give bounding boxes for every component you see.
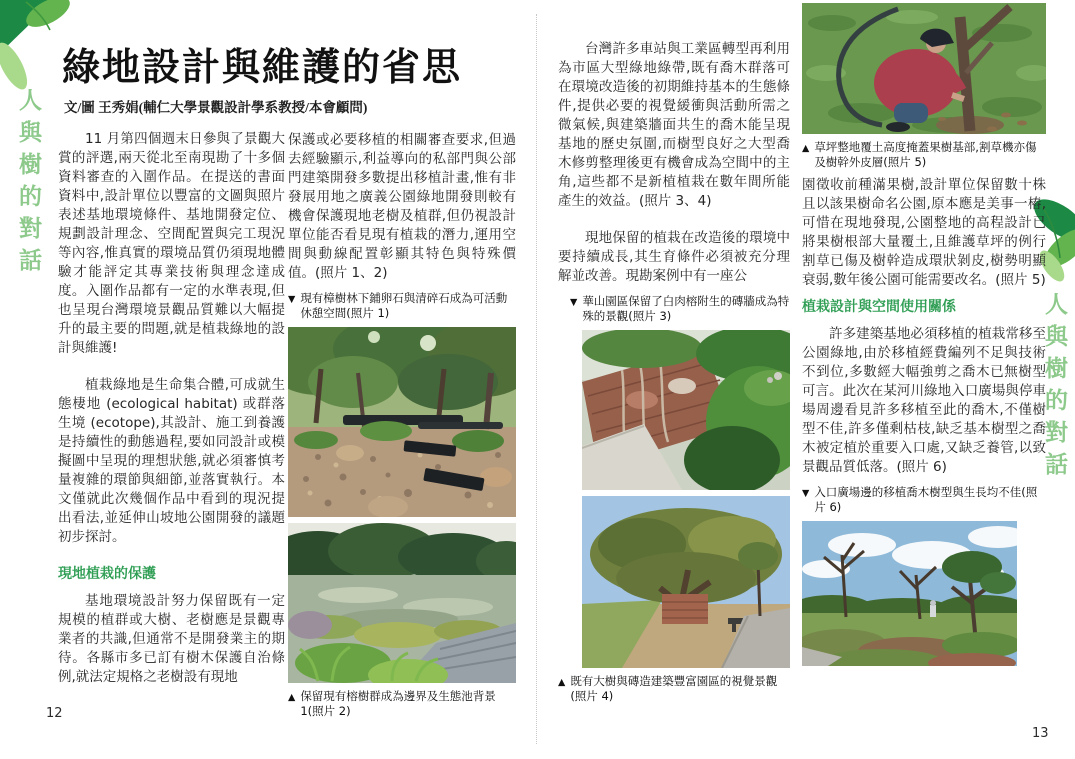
caption-marker-icon: ▲ <box>288 692 296 703</box>
photo-caption-5 <box>802 140 1046 170</box>
article-byline: 文/圖 王秀娟(輔仁大學景觀設計學系教授/本會顧問) <box>64 100 368 115</box>
page-number-left: 12 <box>46 706 63 721</box>
column-1 <box>58 130 285 705</box>
column-4 <box>802 3 1046 672</box>
photo-caption-1 <box>288 291 516 321</box>
photo-2-ecological-pond <box>288 523 516 683</box>
body-paragraph: 許多建築基地必須移植的植栽常移至公園綠地,由於移植經費編列不足與技術不到位,多數經大幅強剪之喬木已無樹型可言。此次在某河川綠地入口廣場與停車場周邊看見許多移植至此的喬木,不僅樹型不佳,許多僅剩枯枝,缺乏基本樹型之喬木被定植於重要入口處,又缺乏養管,以致景觀品質低落。(照片 6) <box>802 326 1046 475</box>
body-paragraph: 台灣許多車站與工業區轉型再利用為市區大型綠地綠帶,既有喬木群落可在環境改造後的初期維持基本的生態條件,提供必要的視覺緩衝與活動所需之微氣候,與建築牆面共生的喬木能呈現基地的歷史氛圍,而樹型良好之大型喬木修剪整理後更有機會成為空間中的主角,這些都不是新植植栽在數年間所能產生的效益。(照片 3、4) <box>558 41 790 209</box>
body-paragraph: 保護或必要移植的相關審查要求,但過去經驗顯示,利益導向的私部門與公部門建築開發多數提出移植計畫,惟有非發展用地之廣義公園綠地開發則較有機會保護現地老樹及植群,但仍視設計單位能否看見現有植栽的潛力,運用空間與動線配置彰顯其特色與特殊價值。(照片 1、2) <box>288 132 516 281</box>
caption-text: 現有樟樹林下鋪卵石與清碎石成為可活動休憩空間(照片 1) <box>300 291 508 320</box>
photo-caption-3 <box>570 294 790 324</box>
page-gutter-divider <box>536 14 537 744</box>
caption-text: 華山園區保留了白肉榕附生的磚牆成為特殊的景觀(照片 3) <box>582 294 790 323</box>
body-paragraph: 園徵收前種滿果樹,設計單位保留數十株且以該果樹命名公園,原本應是美事一樁,可惜在現地發現,公園整地的高程設計已將果樹根部大量覆土,且維護草坪的例行割草已傷及樹幹造成環狀剝皮,樹勢明顯衰弱,數年後公園可能需要改名。(照片 5) <box>802 177 1046 288</box>
sidebar-left-vertical-label: 人與樹的對話 <box>16 88 41 280</box>
body-paragraph: 現地保留的植栽在改造後的環境中要持續成長,其生育條件必須被充分理解並改善。現勘案例中有一座公 <box>558 230 790 284</box>
page-number-right: 13 <box>1032 726 1049 741</box>
caption-marker-icon: ▲ <box>558 677 566 688</box>
photo-6-transplanted-trees-plaza <box>802 521 1046 666</box>
caption-text: 入口廣場邊的移植喬木樹型與生長均不佳(照片 6) <box>814 485 1038 514</box>
caption-marker-icon: ▲ <box>802 143 810 154</box>
column-2 <box>288 131 516 725</box>
photo-3-brick-wall-fig <box>582 330 790 490</box>
photo-5-person-tending-tree <box>802 3 1046 134</box>
photo-4-big-tree-brick-building <box>582 496 790 668</box>
body-paragraph: 植栽綠地是生命集合體,可成就生態棲地 (ecological habitat) 或群落生境 (ecotope),其設計、施工到養護是持續性的動態過程,要如同設計或模擬圖中呈現的理想狀態,就必須審慎考量複雜的環節與細節,並落實執行。本文僅就此次幾個作品中看到的現況提出看法,並延伸山坡地公園開發的議題初步探討。 <box>58 377 285 545</box>
body-paragraph: 基地環境設計努力保留既有一定規模的植群或大樹、老樹應是景觀專業者的共識,但通常不是開發業主的期待。各縣市多已訂有樹木保護自治條例,就法定規格之老樹設有現地 <box>58 593 285 685</box>
body-paragraph: 11 月第四個週末日參與了景觀大賞的評選,兩天從北至南現勘了十多個資料審查的入圍作品。在提送的書面資料中,設計單位以豐富的文圖與照片表述基地環境條件、基地開發定位、規劃設計理念、空間配置與完工現況等內容,惟真實的環境品質仍須現地體驗才能評定其專業技術與理念達成度。入圍作品都有一定的水準表現,但也呈現台灣環境景觀品質難以大幅提升的最主要的問題,就是植栽綠地的設計與維護! <box>58 131 285 356</box>
sidebar-right-vertical-label: 人與樹的對話 <box>1042 292 1067 484</box>
caption-marker-icon: ▼ <box>570 297 578 308</box>
caption-marker-icon: ▼ <box>288 294 296 305</box>
section-heading-planting-space: 植栽設計與空間使用關係 <box>802 299 956 315</box>
caption-text: 保留現有榕樹群成為邊界及生態池背景 1(照片 2) <box>300 689 496 718</box>
section-heading-onsite-protection: 現地植栽的保護 <box>58 566 156 582</box>
photo-1-camphor-grove-gravel <box>288 327 516 517</box>
photo-caption-4 <box>558 674 790 704</box>
caption-text: 既有大樹與磚造建築豐富園區的視覺景觀(照片 4) <box>570 674 778 703</box>
article-title: 綠地設計與維護的省思 <box>62 47 463 89</box>
caption-marker-icon: ▼ <box>802 488 810 499</box>
caption-text: 草坪整地覆土高度掩蓋果樹基部,割草機亦傷及樹幹外皮層(照片 5) <box>814 140 1037 169</box>
photo-caption-6 <box>802 485 1046 515</box>
photo-caption-2 <box>288 689 516 719</box>
column-3 <box>558 40 790 710</box>
